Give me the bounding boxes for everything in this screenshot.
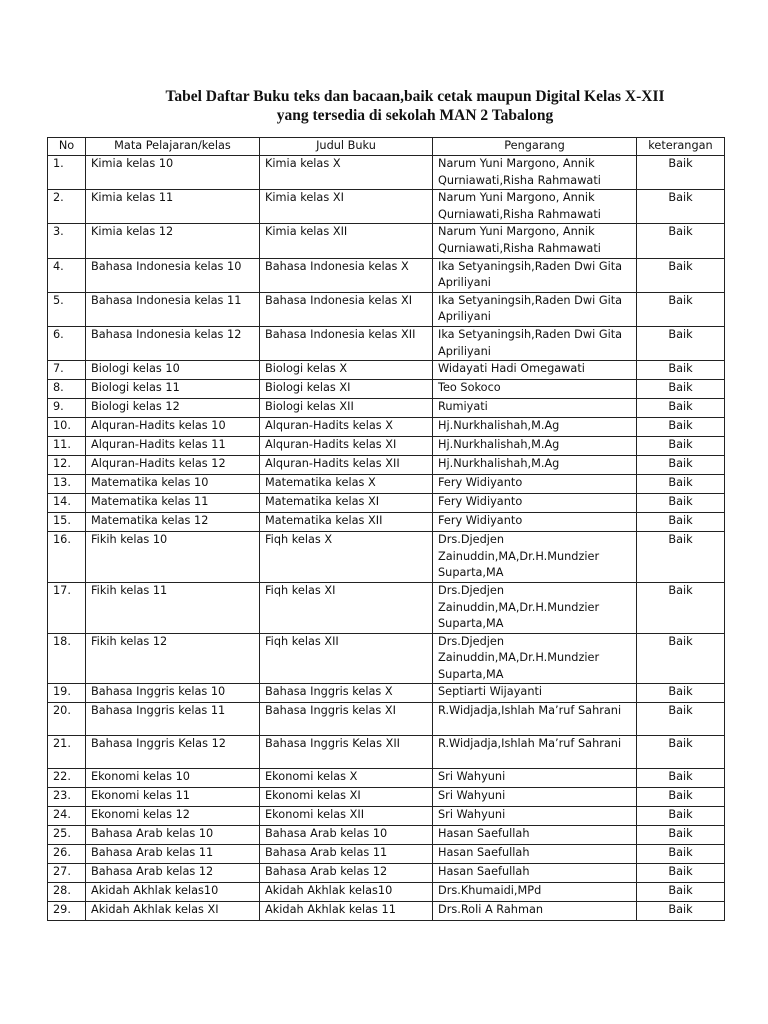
table-row	[48, 703, 725, 736]
cell-no: 3.	[48, 224, 86, 258]
cell-no: 2.	[48, 190, 86, 224]
book-list-table	[47, 137, 725, 921]
cell-book-title: Bahasa Arab kelas 11	[260, 845, 433, 864]
cell-status: Baik	[637, 703, 725, 736]
cell-author: Teo Sokoco	[433, 380, 637, 399]
table-row	[48, 156, 725, 190]
cell-author: Drs.Djedjen Zainuddin,MA,Dr.H.Mundzier Suparta,MA	[433, 582, 637, 633]
cell-status: Baik	[637, 475, 725, 494]
cell-subject: Alquran-Hadits kelas 12	[86, 456, 260, 475]
table-row	[48, 399, 725, 418]
header-status: keterangan	[637, 138, 725, 156]
cell-no: 22.	[48, 769, 86, 788]
cell-status: Baik	[637, 190, 725, 224]
cell-no: 24.	[48, 807, 86, 826]
cell-author: Septiarti Wijayanti	[433, 684, 637, 703]
cell-no: 6.	[48, 326, 86, 360]
table-row	[48, 883, 725, 902]
cell-no: 21.	[48, 736, 86, 769]
cell-subject: Ekonomi kelas 10	[86, 769, 260, 788]
cell-book-title: Fiqh kelas XI	[260, 582, 433, 633]
cell-subject: Fikih kelas 12	[86, 633, 260, 684]
cell-no: 7.	[48, 361, 86, 380]
cell-book-title: Bahasa Indonesia kelas X	[260, 258, 433, 292]
cell-status: Baik	[637, 418, 725, 437]
cell-author: Ika Setyaningsih,Raden Dwi Gita Apriliyani	[433, 292, 637, 326]
cell-status: Baik	[637, 582, 725, 633]
cell-status: Baik	[637, 292, 725, 326]
cell-subject: Matematika kelas 12	[86, 513, 260, 532]
cell-author: Narum Yuni Margono, Annik Qurniawati,Risha Rahmawati	[433, 224, 637, 258]
cell-author: Hasan Saefullah	[433, 826, 637, 845]
table-row	[48, 418, 725, 437]
cell-status: Baik	[637, 769, 725, 788]
cell-no: 4.	[48, 258, 86, 292]
header-subject: Mata Pelajaran/kelas	[86, 138, 260, 156]
cell-no: 10.	[48, 418, 86, 437]
cell-no: 26.	[48, 845, 86, 864]
cell-status: Baik	[637, 736, 725, 769]
cell-status: Baik	[637, 532, 725, 583]
cell-status: Baik	[637, 399, 725, 418]
table-row	[48, 380, 725, 399]
cell-book-title: Bahasa Arab kelas 10	[260, 826, 433, 845]
cell-book-title: Bahasa Inggris kelas X	[260, 684, 433, 703]
cell-subject: Bahasa Inggris kelas 11	[86, 703, 260, 736]
cell-author: Sri Wahyuni	[433, 807, 637, 826]
cell-status: Baik	[637, 326, 725, 360]
cell-author: Rumiyati	[433, 399, 637, 418]
cell-author: Drs.Khumaidi,MPd	[433, 883, 637, 902]
table-row	[48, 258, 725, 292]
cell-no: 17.	[48, 582, 86, 633]
cell-status: Baik	[637, 684, 725, 703]
cell-subject: Kimia kelas 12	[86, 224, 260, 258]
cell-subject: Matematika kelas 10	[86, 475, 260, 494]
cell-status: Baik	[637, 224, 725, 258]
cell-status: Baik	[637, 826, 725, 845]
cell-author: Drs.Roli A Rahman	[433, 902, 637, 921]
cell-subject: Bahasa Inggris Kelas 12	[86, 736, 260, 769]
cell-subject: Kimia kelas 10	[86, 156, 260, 190]
cell-book-title: Akidah Akhlak kelas10	[260, 883, 433, 902]
cell-book-title: Ekonomi kelas X	[260, 769, 433, 788]
table-row	[48, 684, 725, 703]
cell-no: 15.	[48, 513, 86, 532]
table-row	[48, 456, 725, 475]
cell-author: Hasan Saefullah	[433, 845, 637, 864]
cell-status: Baik	[637, 156, 725, 190]
cell-book-title: Fiqh kelas XII	[260, 633, 433, 684]
cell-book-title: Matematika kelas XI	[260, 494, 433, 513]
cell-subject: Bahasa Arab kelas 12	[86, 864, 260, 883]
cell-no: 27.	[48, 864, 86, 883]
cell-no: 29.	[48, 902, 86, 921]
cell-subject: Biologi kelas 11	[86, 380, 260, 399]
table-row	[48, 513, 725, 532]
cell-book-title: Ekonomi kelas XII	[260, 807, 433, 826]
cell-book-title: Alquran-Hadits kelas XII	[260, 456, 433, 475]
cell-status: Baik	[637, 361, 725, 380]
table-header-row	[48, 138, 725, 156]
cell-book-title: Matematika kelas X	[260, 475, 433, 494]
cell-author: Narum Yuni Margono, Annik Qurniawati,Risha Rahmawati	[433, 190, 637, 224]
cell-status: Baik	[637, 807, 725, 826]
cell-subject: Bahasa Indonesia kelas 11	[86, 292, 260, 326]
header-no: No	[48, 138, 86, 156]
cell-author: Fery Widiyanto	[433, 513, 637, 532]
cell-subject: Bahasa Arab kelas 11	[86, 845, 260, 864]
cell-book-title: Kimia kelas XI	[260, 190, 433, 224]
cell-author: Sri Wahyuni	[433, 769, 637, 788]
cell-no: 14.	[48, 494, 86, 513]
table-row	[48, 902, 725, 921]
cell-book-title: Alquran-Hadits kelas X	[260, 418, 433, 437]
cell-subject: Bahasa Indonesia kelas 12	[86, 326, 260, 360]
cell-subject: Alquran-Hadits kelas 11	[86, 437, 260, 456]
table-row	[48, 190, 725, 224]
cell-no: 11.	[48, 437, 86, 456]
cell-subject: Akidah Akhlak kelas10	[86, 883, 260, 902]
cell-author: Ika Setyaningsih,Raden Dwi Gita Apriliyani	[433, 258, 637, 292]
cell-status: Baik	[637, 437, 725, 456]
cell-book-title: Fiqh kelas X	[260, 532, 433, 583]
cell-book-title: Biologi kelas XII	[260, 399, 433, 418]
table-body	[48, 156, 725, 921]
cell-author: Ika Setyaningsih,Raden Dwi Gita Apriliyani	[433, 326, 637, 360]
cell-status: Baik	[637, 883, 725, 902]
cell-book-title: Ekonomi kelas XI	[260, 788, 433, 807]
cell-status: Baik	[637, 788, 725, 807]
cell-book-title: Bahasa Indonesia kelas XI	[260, 292, 433, 326]
cell-subject: Akidah Akhlak kelas XI	[86, 902, 260, 921]
cell-subject: Fikih kelas 10	[86, 532, 260, 583]
cell-author: R.Widjadja,Ishlah Ma’ruf Sahrani	[433, 703, 637, 736]
table-row	[48, 845, 725, 864]
table-row	[48, 475, 725, 494]
table-row	[48, 788, 725, 807]
cell-no: 28.	[48, 883, 86, 902]
cell-no: 9.	[48, 399, 86, 418]
cell-book-title: Biologi kelas XI	[260, 380, 433, 399]
table-row	[48, 224, 725, 258]
cell-book-title: Bahasa Inggris kelas XI	[260, 703, 433, 736]
cell-status: Baik	[637, 513, 725, 532]
cell-author: Fery Widiyanto	[433, 494, 637, 513]
cell-book-title: Matematika kelas XII	[260, 513, 433, 532]
cell-status: Baik	[637, 456, 725, 475]
table-row	[48, 292, 725, 326]
document-title: Tabel Daftar Buku teks dan bacaan,baik cetak maupun Digital Kelas X-XII	[165, 88, 665, 105]
cell-subject: Ekonomi kelas 11	[86, 788, 260, 807]
cell-subject: Bahasa Arab kelas 10	[86, 826, 260, 845]
cell-author: Sri Wahyuni	[433, 788, 637, 807]
cell-status: Baik	[637, 380, 725, 399]
cell-no: 25.	[48, 826, 86, 845]
cell-no: 16.	[48, 532, 86, 583]
cell-book-title: Bahasa Inggris Kelas XII	[260, 736, 433, 769]
cell-subject: Biologi kelas 10	[86, 361, 260, 380]
cell-book-title: Bahasa Indonesia kelas XII	[260, 326, 433, 360]
cell-subject: Ekonomi kelas 12	[86, 807, 260, 826]
cell-status: Baik	[637, 864, 725, 883]
cell-book-title: Bahasa Arab kelas 12	[260, 864, 433, 883]
cell-subject: Bahasa Inggris kelas 10	[86, 684, 260, 703]
cell-no: 18.	[48, 633, 86, 684]
cell-author: Hj.Nurkhalishah,M.Ag	[433, 437, 637, 456]
table-row	[48, 437, 725, 456]
table-row	[48, 807, 725, 826]
cell-status: Baik	[637, 845, 725, 864]
document-subtitle: yang tersedia di sekolah MAN 2 Tabalong	[276, 107, 554, 124]
cell-no: 1.	[48, 156, 86, 190]
cell-author: Drs.Djedjen Zainuddin,MA,Dr.H.Mundzier Suparta,MA	[433, 633, 637, 684]
cell-no: 13.	[48, 475, 86, 494]
cell-book-title: Kimia kelas XII	[260, 224, 433, 258]
cell-status: Baik	[637, 902, 725, 921]
cell-no: 23.	[48, 788, 86, 807]
table-row	[48, 769, 725, 788]
cell-subject: Fikih kelas 11	[86, 582, 260, 633]
table-row	[48, 361, 725, 380]
cell-author: R.Widjadja,Ishlah Ma’ruf Sahrani	[433, 736, 637, 769]
cell-author: Hasan Saefullah	[433, 864, 637, 883]
table-row	[48, 736, 725, 769]
cell-status: Baik	[637, 494, 725, 513]
table-row	[48, 633, 725, 684]
table-row	[48, 326, 725, 360]
cell-subject: Kimia kelas 11	[86, 190, 260, 224]
header-book-title: Judul Buku	[260, 138, 433, 156]
cell-author: Hj.Nurkhalishah,M.Ag	[433, 456, 637, 475]
cell-subject: Matematika kelas 11	[86, 494, 260, 513]
cell-no: 19.	[48, 684, 86, 703]
cell-author: Fery Widiyanto	[433, 475, 637, 494]
cell-subject: Alquran-Hadits kelas 10	[86, 418, 260, 437]
table-row	[48, 532, 725, 583]
table-row	[48, 864, 725, 883]
cell-author: Narum Yuni Margono, Annik Qurniawati,Risha Rahmawati	[433, 156, 637, 190]
table-row	[48, 826, 725, 845]
cell-status: Baik	[637, 258, 725, 292]
cell-subject: Bahasa Indonesia kelas 10	[86, 258, 260, 292]
cell-author: Widayati Hadi Omegawati	[433, 361, 637, 380]
cell-no: 12.	[48, 456, 86, 475]
cell-author: Hj.Nurkhalishah,M.Ag	[433, 418, 637, 437]
cell-no: 5.	[48, 292, 86, 326]
header-author: Pengarang	[433, 138, 637, 156]
cell-no: 20.	[48, 703, 86, 736]
cell-book-title: Kimia kelas X	[260, 156, 433, 190]
cell-book-title: Akidah Akhlak kelas 11	[260, 902, 433, 921]
cell-subject: Biologi kelas 12	[86, 399, 260, 418]
cell-author: Drs.Djedjen Zainuddin,MA,Dr.H.Mundzier Suparta,MA	[433, 532, 637, 583]
table-row	[48, 494, 725, 513]
table-row	[48, 582, 725, 633]
cell-no: 8.	[48, 380, 86, 399]
cell-book-title: Biologi kelas X	[260, 361, 433, 380]
cell-status: Baik	[637, 633, 725, 684]
cell-book-title: Alquran-Hadits kelas XI	[260, 437, 433, 456]
